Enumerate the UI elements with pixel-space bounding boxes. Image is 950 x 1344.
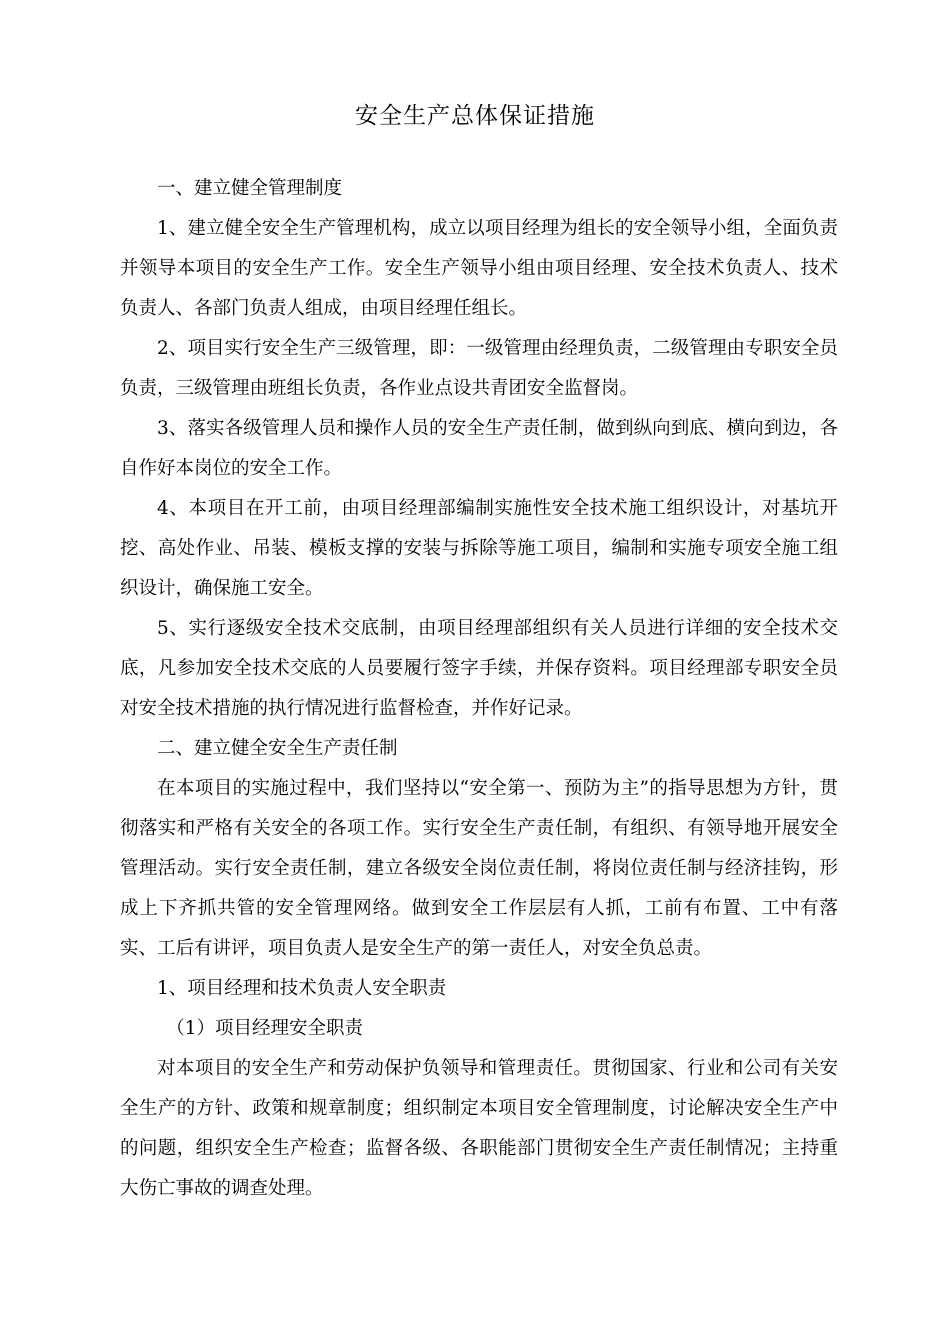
paragraph-1-2: 2、项目实行安全生产三级管理，即：一级管理由经理负责，二级管理由专职安全员负责，三级管理由班组长负责，各作业点设共青团安全监督岗。	[120, 338, 838, 399]
subsection-heading-2-1: 1、项目经理和技术负责人安全职责	[157, 978, 447, 999]
section-heading-2: 二、建立健全安全生产责任制	[157, 738, 398, 759]
paragraph-1-3: 3、落实各级管理人员和操作人员的安全生产责任制，做到纵向到底、横向到边，各自作好本岗位的安全工作。	[120, 418, 838, 479]
document-title: 安全生产总体保证措施	[355, 103, 595, 129]
paragraph-2-1-1: 对本项目的安全生产和劳动保护负领导和管理责任。贯彻国家、行业和公司有关安全生产的方针、政策和规章制度；组织制定本项目安全管理制度，讨论解决安全生产中的问题，组织安全生产检查；监督各级、各职能部门贯彻安全生产责任制情况；主持重大伤亡事故的调查处理。	[120, 1058, 838, 1199]
sub-subsection-heading-2-1-1: （1）项目经理安全职责	[166, 1018, 364, 1039]
document-body	[120, 169, 838, 1209]
paragraph-1-5: 5、实行逐级安全技术交底制，由项目经理部组织有关人员进行详细的安全技术交底，凡参加安全技术交底的人员要履行签字手续，并保存资料。项目经理部专职安全员对安全技术措施的执行情况进行监督检查，并作好记录。	[120, 618, 838, 719]
paragraph-1-4: 4、本项目在开工前，由项目经理部编制实施性安全技术施工组织设计，对基坑开挖、高处作业、吊装、模板支撑的安装与拆除等施工项目，编制和实施专项安全施工组织设计，确保施工安全。	[120, 498, 838, 599]
paragraph-2-intro: 在本项目的实施过程中，我们坚持以“安全第一、预防为主”的指导思想为方针，贯彻落实和严格有关安全的各项工作。实行安全生产责任制，有组织、有领导地开展安全管理活动。实行安全责任制，建立各级安全岗位责任制，将岗位责任制与经济挂钩，形成上下齐抓共管的安全管理网络。做到安全工作层层有人抓，工前有布置、工中有落实、工后有讲评，项目负责人是安全生产的第一责任人，对安全负总责。	[120, 778, 838, 959]
section-heading-1: 一、建立健全管理制度	[157, 178, 343, 199]
paragraph-1-1: 1、建立健全安全生产管理机构，成立以项目经理为组长的安全领导小组，全面负责并领导本项目的安全生产工作。安全生产领导小组由项目经理、安全技术负责人、技术负责人、各部门负责人组成，由项目经理任组长。	[120, 218, 838, 319]
